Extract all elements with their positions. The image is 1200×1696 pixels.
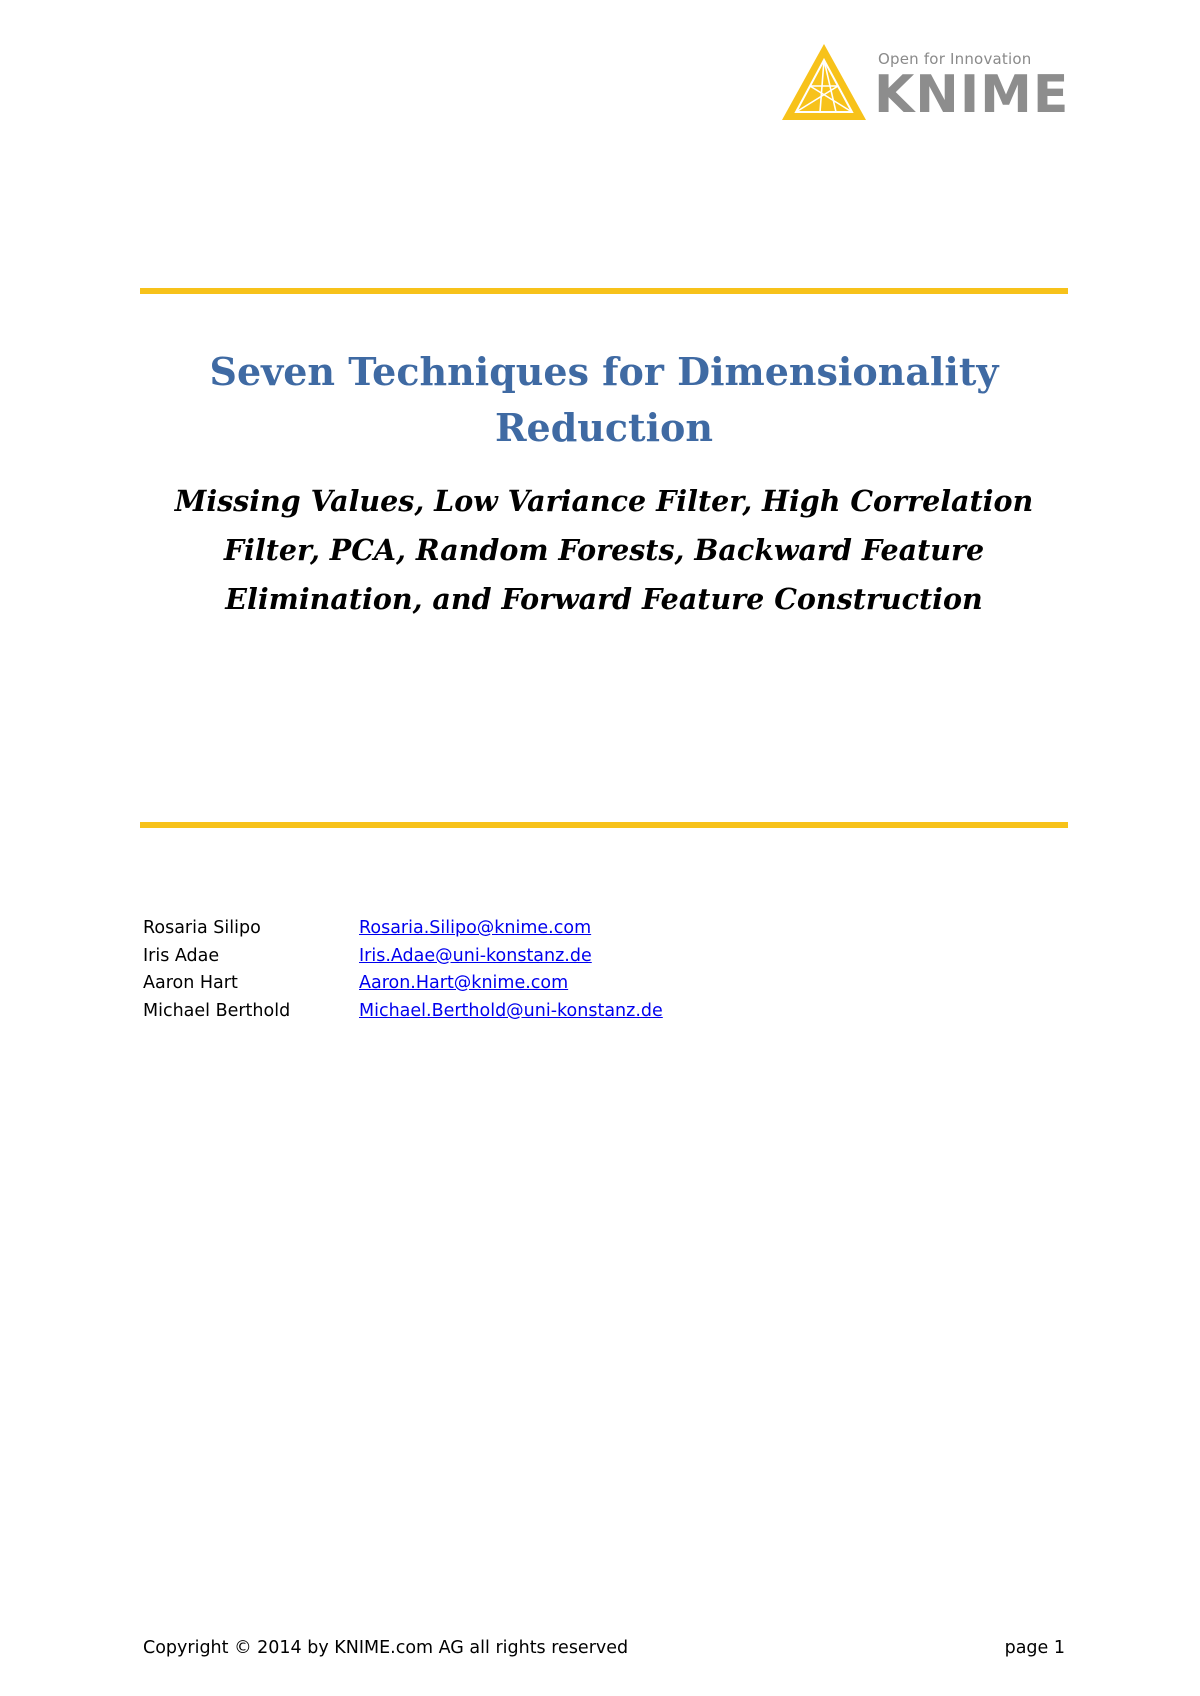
document-title xyxy=(140,344,1068,456)
top-divider xyxy=(140,288,1068,294)
author-name: Michael Berthold xyxy=(143,1000,291,1021)
title-line-2: Reduction xyxy=(494,405,714,450)
subtitle-line-3: Elimination, and Forward Feature Construction xyxy=(225,582,983,616)
logo-tagline: Open for Innovation xyxy=(878,50,1032,68)
author-email-link[interactable]: Michael.Berthold@uni-konstanz.de xyxy=(359,1000,663,1021)
author-email-link[interactable]: Rosaria.Silipo@knime.com xyxy=(359,918,592,938)
author-row xyxy=(143,970,843,998)
author-name: Iris Adae xyxy=(143,945,220,966)
copyright-notice: Copyright © 2014 by KNIME.com AG all rights reserved xyxy=(143,1638,629,1658)
author-list xyxy=(143,915,843,1025)
subtitle-line-2: Filter, PCA, Random Forests, Backward Feature xyxy=(223,533,985,567)
subtitle-line-1: Missing Values, Low Variance Filter, High Correlation xyxy=(174,484,1034,518)
author-email-link[interactable]: Aaron.Hart@knime.com xyxy=(359,973,569,993)
page-footer xyxy=(143,1634,1065,1662)
knime-triangle-icon xyxy=(780,42,868,122)
author-row xyxy=(143,943,843,971)
author-row xyxy=(143,998,843,1026)
knime-logo xyxy=(780,42,1080,128)
author-row xyxy=(143,915,843,943)
title-line-1: Seven Techniques for Dimensionality xyxy=(209,349,999,394)
author-name: Rosaria Silipo xyxy=(143,918,261,938)
author-email-link[interactable]: Iris.Adae@uni-konstanz.de xyxy=(359,945,592,966)
bottom-divider xyxy=(140,822,1068,828)
logo-wordmark: KNIME xyxy=(874,65,1070,125)
document-subtitle xyxy=(140,477,1068,624)
author-name: Aaron Hart xyxy=(143,973,238,993)
page-number: page 1 xyxy=(1004,1638,1065,1658)
